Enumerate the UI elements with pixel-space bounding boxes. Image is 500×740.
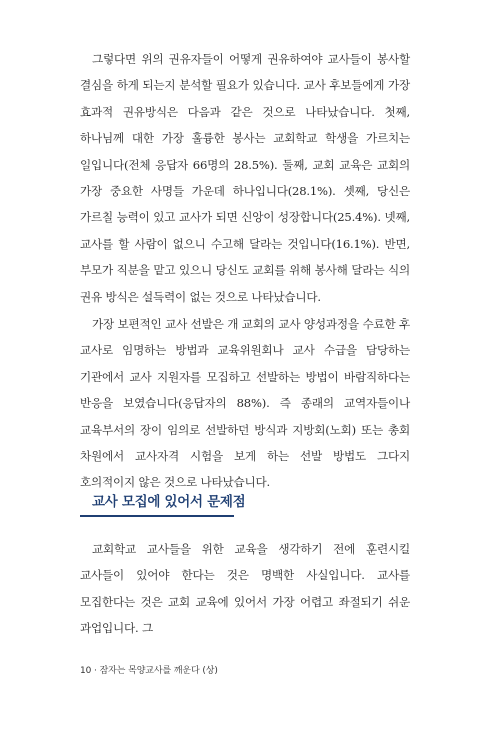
- heading-underline: [80, 515, 234, 517]
- book-title: 잠자는 목양교사를 깨운다 (상): [99, 666, 218, 676]
- body-text-middle: [80, 311, 410, 496]
- section-heading: 교사 모집에 있어서 문제점: [92, 494, 246, 510]
- paragraph-recruitment-problems: 교회학교 교사들을 위한 교육을 생각하기 전에 훈련시킬 교사들이 있어야 한다는 것은 명백한 사실입니다. 교사를 모집한다는 것은 교회 교육에 있어서 가장 어렵고 좌절되기 쉬운 과업입니다. 그: [80, 542, 410, 636]
- body-text-top: [80, 46, 410, 310]
- body-text-bottom: [80, 536, 410, 642]
- paragraph-teacher-selection: 가장 보편적인 교사 선발은 개 교회의 교사 양성과정을 수료한 후 교사로 임명하는 방법과 교육위원회나 교사 수급을 담당하는 기관에서 교사 지원자를 모집하고 선발하는 방법이 바람직하다는 반응을 보였습니다(응답자의 88%). 즉 종래의 교역자들이나 교육부서의 장이 임의로 선발하던 방식과 지방회(노회) 또는 총회 차원에서 교사자격 시험을 보게 하는 선발 방법도 그다지 호의적이지 않은 것으로 나타났습니다.: [80, 317, 410, 490]
- footer-separator: ·: [94, 666, 97, 676]
- page-footer: [80, 663, 218, 676]
- paragraph-recruitment-methods: 그렇다면 위의 권유자들이 어떻게 권유하여야 교사들이 봉사할 결심을 하게 되는지 분석할 필요가 있습니다. 교사 후보들에게 가장 효과적 권유방식은 다음과 같은 것으로 나타났습니다. 첫째, 하나님께 대한 가장 훌륭한 봉사는 교회학교 학생을 가르치는 일입니다(전체 응답자 66명의 28.5%). 둘째, 교회 교육은 교회의 가장 중요한 사명들 가운데 하나입니다(28.1%). 셋째, 당신은 가르칠 능력이 있고 교사가 되면 신앙이 성장합니다(25.4%). 넷째, 교사를 할 사람이 없으니 수고해 달라는 것입니다(16.1%). 반면, 부모가 직분을 맡고 있으니 당신도 교회를 위해 봉사해 달라는 식의 권유 방식은 설득력이 없는 것으로 나타났습니다.: [80, 52, 410, 304]
- page-number: 10: [80, 666, 92, 676]
